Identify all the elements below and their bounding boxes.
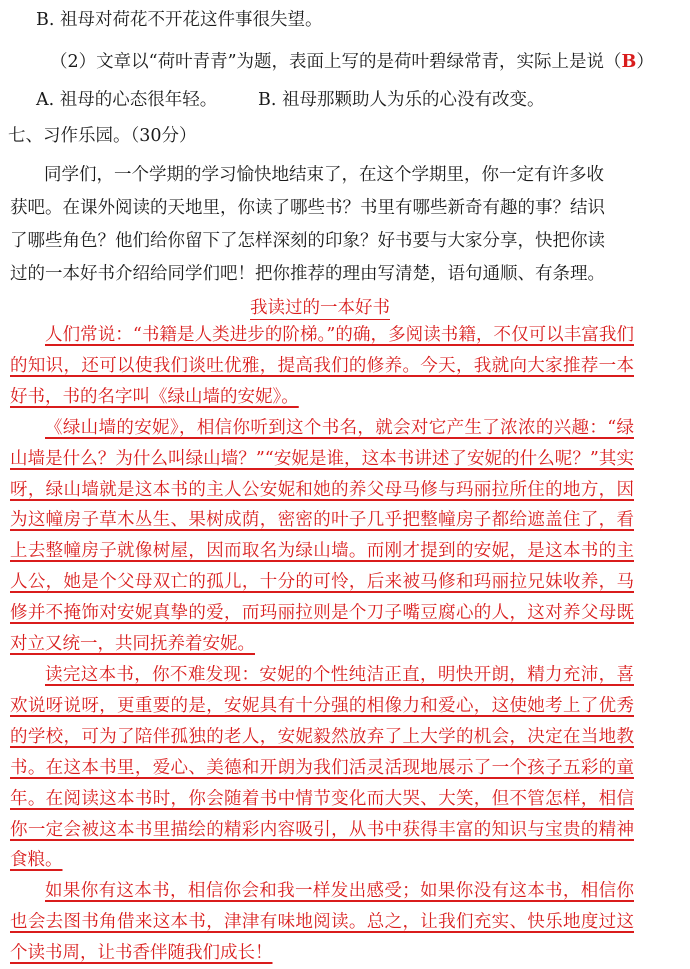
- essay-title-text: 我读过的一本好书: [250, 298, 390, 318]
- essay-paragraph: [10, 660, 634, 876]
- section-heading: 七、习作乐园。（30分）: [8, 126, 197, 146]
- essay-paragraph: [10, 413, 634, 660]
- prompt-line-3: 了哪些角色？他们给你留下了怎样深刻的印象？好书要与大家分享，快把你读: [10, 231, 605, 251]
- essay-body: [10, 320, 634, 969]
- essay-paragraph: [10, 320, 634, 413]
- option-b: B. 祖母那颗助人为乐的心没有改变。: [258, 90, 545, 110]
- question-2: [50, 50, 690, 74]
- prompt-line-2: 获吧。在课外阅读的天地里，你读了哪些书？书里有哪些新奇有趣的事？结识: [10, 198, 605, 218]
- prompt-line-4: 过的一本好书介绍给同学们吧！把你推荐的理由写清楚，语句通顺、有条理。: [10, 264, 605, 284]
- question-2-suffix: ）: [636, 52, 654, 72]
- prompt-line-1: 同学们，一个学期的学习愉快地结束了，在这个学期里，你一定有许多收: [44, 165, 604, 185]
- essay-paragraph-text: 人们常说：“书籍是人类进步的阶梯。”的确，多阅读书籍，不仅可以丰富我们的知识，还可以使我们谈吐优雅，提高我们的修养。今天，我就向大家推荐一本好书，书的名字叫《绿山墙的安妮》。: [10, 325, 634, 407]
- question-2-answer: B: [621, 52, 637, 72]
- question-2-prefix: （2）文章以“荷叶青青”为题，表面上写的是荷叶碧绿常青，实际上是说（: [50, 52, 622, 72]
- option-a: A. 祖母的心态很年轻。: [36, 90, 218, 110]
- option-b-previous: B. 祖母对荷花不开花这件事很失望。: [36, 10, 323, 30]
- essay-paragraph-text: 读完这本书，你不难发现：安妮的个性纯洁正直，明快开朗，精力充沛，喜欢说呀说呀，更重要的是，安妮具有十分强的相像力和爱心，这使她考上了优秀的学校，可为了陪伴孤独的老人，安妮毅然放弃了上大学的机会，决定在当地教书。在这本书里，爱心、美德和开朗为我们活灵活现地展示了一个孩子五彩的童年。在阅读这本书时，你会随着书中情节变化而大哭、大笑，但不管怎样，相信你一定会被这本书里描绘的精彩内容吸引，从书中获得丰富的知识与宝贵的精神食粮。: [10, 664, 634, 871]
- essay-title: [0, 296, 640, 320]
- essay-paragraph: [10, 876, 634, 969]
- essay-paragraph-text: 如果你有这本书，相信你会和我一样发出感受；如果你没有这本书，相信你也会去图书角借来这本书，津津有味地阅读。总之，让我们充实、快乐地度过这个读书周，让书香伴随我们成长！: [10, 881, 634, 964]
- essay-paragraph-text: 《绿山墙的安妮》，相信你听到这个书名，就会对它产生了浓浓的兴趣：“绿山墙是什么？为什么叫绿山墙？”“安妮是谁，这本书讲述了安妮的什么呢？”其实呀，绿山墙就是这本书的主人公安妮和她的养父母马修与玛丽拉所住的地方，因为这幢房子草木丛生、果树成荫，密密的叶子几乎把整幢房子都给遮盖住了，看上去整幢房子就像树屋，因而取名为绿山墙。而刚才提到的安妮，是这本书的主人公，她是个父母双亡的孤儿，十分的可怜，后来被马修和玛丽拉兄妹收养，马修并不掩饰对安妮真挚的爱，而玛丽拉则是个刀子嘴豆腐心的人，这对养父母既对立又统一，共同抚养着安妮。: [10, 417, 634, 655]
